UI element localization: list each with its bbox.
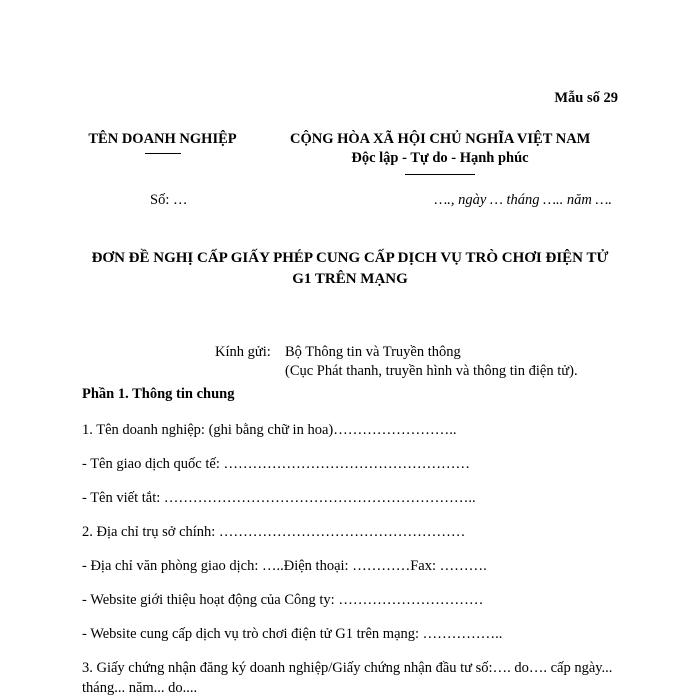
field-office-address: - Địa chỉ văn phòng giao dịch: …..Điện thoại: …………Fax: ………. bbox=[82, 558, 487, 574]
field-business-certificate: 3. Giấy chứng nhận đăng ký doanh nghiệp/Giấy chứng nhận đầu tư số:…. do…. cấp ngày... tháng... năm... do.... bbox=[82, 660, 613, 696]
field-company-website: - Website giới thiệu hoạt động của Công ty: ………………………… bbox=[82, 592, 484, 608]
section-heading: Phần 1. Thông tin chung bbox=[82, 386, 235, 402]
company-name: TÊN DOANH NGHIỆP bbox=[88, 131, 237, 147]
nation-divider bbox=[405, 174, 475, 175]
company-divider bbox=[145, 153, 181, 154]
document-date: …., ngày … tháng ….. năm …. bbox=[434, 192, 612, 208]
field-company-name: 1. Tên doanh nghiệp: (ghi bằng chữ in hoa)…………………….. bbox=[82, 422, 457, 438]
document-number: Số: … bbox=[150, 192, 188, 208]
title-line-2: G1 TRÊN MẠNG bbox=[292, 271, 408, 287]
form-number: Mẫu số 29 bbox=[554, 90, 618, 106]
title-line-1: ĐƠN ĐỀ NGHỊ CẤP GIẤY PHÉP CUNG CẤP DỊCH VỤ TRÒ CHƠI ĐIỆN TỬ bbox=[91, 250, 609, 266]
recipient-label: Kính gửi: bbox=[215, 344, 271, 360]
field-abbreviation: - Tên viết tắt: ……………………………………………………….. bbox=[82, 490, 476, 506]
field-international-name: - Tên giao dịch quốc tế: …………………………………………… bbox=[82, 456, 470, 472]
document-title bbox=[70, 248, 630, 290]
nation-motto: Độc lập - Tự do - Hạnh phúc bbox=[351, 150, 529, 166]
nation-header bbox=[290, 130, 590, 175]
recipient-block bbox=[215, 343, 578, 381]
field-head-office: 2. Địa chỉ trụ sở chính: …………………………………………… bbox=[82, 524, 466, 540]
recipient-line-1: Bộ Thông tin và Truyền thông bbox=[285, 344, 461, 360]
field-game-website: - Website cung cấp dịch vụ trò chơi điện tử G1 trên mạng: …………….. bbox=[82, 626, 503, 642]
company-header bbox=[80, 130, 245, 154]
recipient-line-2: (Cục Phát thanh, truyền hình và thông tin điện tử). bbox=[285, 363, 578, 379]
nation-name: CỘNG HÒA XÃ HỘI CHỦ NGHĨA VIỆT NAM bbox=[290, 131, 591, 147]
